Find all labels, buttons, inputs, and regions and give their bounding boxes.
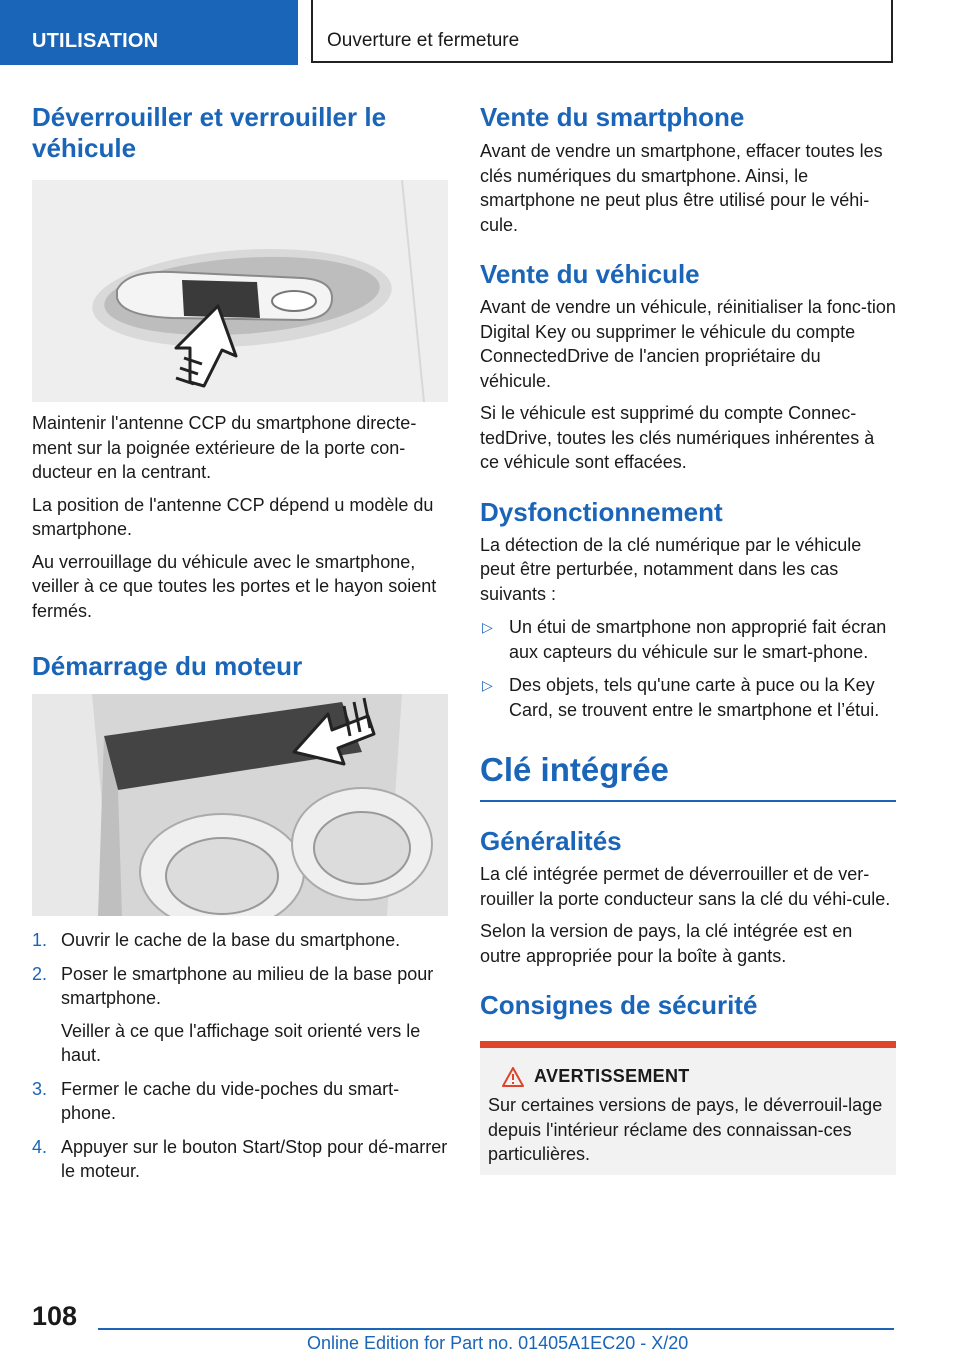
left-column (32, 102, 448, 1184)
footer-rule (98, 1328, 894, 1330)
list-item (32, 1077, 448, 1126)
bullet-text: Des objets, tels qu'une carte à puce ou la Key Card, se trouvent entre le smartphone et l’étui. (509, 675, 880, 720)
smartphone-tray-illustration (32, 694, 448, 916)
malfunction-heading: Dysfonctionnement (480, 496, 723, 527)
sale-vehicle-heading: Vente du véhicule (480, 259, 700, 289)
warning-text: Sur certaines versions de pays, le déverrouil-lage depuis l'intérieur réclame des connaissan-ces particulières. (488, 1095, 883, 1164)
section-tab (0, 0, 298, 65)
section-title: UTILISATION (32, 30, 159, 52)
bullet-arrow-icon: ▷ (482, 677, 493, 693)
list-item (32, 1135, 448, 1184)
step-number: 1. (32, 930, 48, 950)
sale-phone-paragraph: Avant de vendre un smartphone, effacer toutes les clés numériques du smartphone. Ainsi, le smartphone ne peut plus être utilisé pour le véhi-cule. (480, 141, 883, 235)
list-item (32, 962, 448, 1068)
general-paragraph-2: Selon la version de pays, la clé intégrée est en outre appropriée pour la boîte à gants. (480, 921, 853, 966)
step-number: 2. (32, 963, 48, 984)
step-text: Appuyer sur le bouton Start/Stop pour dé-marrer le moteur. (61, 1136, 448, 1181)
edition-text: Online Edition for Part no. 01405A1EC20 - X/20 (307, 1333, 689, 1353)
general-paragraph-1: La clé intégrée permet de déverrouiller et de ver-rouiller la porte conducteur sans la clé du véhi-cule. (480, 864, 891, 909)
chapter-title: Ouverture et fermeture (327, 30, 520, 51)
step-text: Poser le smartphone au milieu de la base pour smartphone. (61, 963, 434, 1008)
step-note: Veiller à ce que l'affichage soit orienté vers le haut. (61, 1020, 421, 1065)
list-item (480, 673, 896, 722)
list-item (32, 928, 448, 953)
sale-vehicle-paragraph-1: Avant de vendre un véhicule, réinitialiser la fonc-tion Digital Key ou supprimer le véhicule du compte ConnectedDrive de l'ancien propriétaire du véhicule. (480, 297, 896, 391)
step-text: Ouvrir le cache de la base du smartphone. (61, 930, 401, 950)
start-steps-list (32, 928, 448, 1184)
step-number: 3. (32, 1078, 48, 1099)
sale-phone-heading: Vente du smartphone (480, 102, 745, 132)
sale-vehicle-paragraph-2: Si le véhicule est supprimé du compte Connec-tedDrive, toutes les clés numériques inhérentes à ce véhicule sont effacées. (480, 403, 875, 472)
safety-heading: Consignes de sécurité (480, 990, 758, 1020)
right-column (480, 102, 896, 1175)
list-item (480, 615, 896, 664)
unlock-paragraph-2: La position de l'antenne CCP dépend u modèle du smartphone. (32, 494, 434, 539)
page-number: 108 (32, 1301, 78, 1331)
step-text: Fermer le cache du vide-poches du smart-phone. (61, 1078, 400, 1123)
unlock-paragraph-1: Maintenir l'antenne CCP du smartphone directe-ment sur la poignée extérieure de la porte con-ducteur en la centrant. (32, 413, 417, 482)
bullet-arrow-icon: ▷ (482, 619, 493, 635)
malfunction-list (480, 615, 896, 722)
step-number: 4. (32, 1136, 48, 1157)
chapter-header (311, 0, 893, 63)
warning-title: AVERTISSEMENT (534, 1066, 690, 1086)
door-handle-illustration (32, 180, 448, 402)
start-engine-heading: Démarrage du moteur (32, 651, 303, 681)
warning-box (480, 1041, 896, 1175)
warning-triangle-icon (502, 1067, 524, 1087)
unlock-paragraph-3: Au verrouillage du véhicule avec le smartphone, veiller à ce que toutes les portes et le hayon soient fermés. (32, 551, 437, 621)
unlock-heading: Déverrouiller et verrouiller le véhicule (32, 102, 387, 163)
general-heading: Généralités (480, 826, 622, 856)
chapter-rule (480, 800, 896, 802)
integrated-key-heading: Clé intégrée (480, 751, 669, 788)
malfunction-paragraph: La détection de la clé numérique par le véhicule peut être perturbée, notamment dans les cas suivants : (480, 534, 862, 604)
bullet-text: Un étui de smartphone non approprié fait écran aux capteurs du véhicule sur le smart-phone. (509, 617, 887, 662)
